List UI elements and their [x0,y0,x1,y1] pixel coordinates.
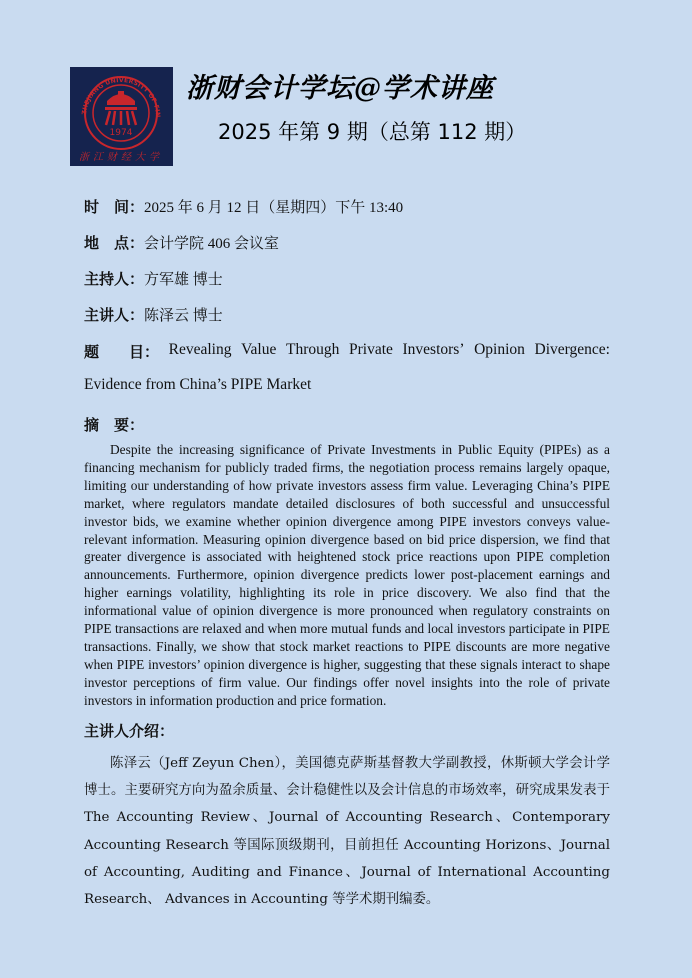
place-row [84,232,279,253]
time-row [84,196,403,217]
abstract-body [84,441,610,710]
university-seal-icon [70,67,173,166]
time-label: 时 间： [84,198,145,216]
topic-word: Value [241,341,277,358]
host-value: 方军雄 博士 [144,272,223,288]
page-title: 浙财会计学坛@学术讲座 [186,73,494,104]
abstract-text: Despite the increasing significance of Private Investments in Public Equity (PIPEs) as a financing mechanism for publicly traded firms, the negotiation process remains largely opaque, limiting our understanding of how private investors assess firm value. Leveraging China’s PIPE market, where regulators mandate detailed disclosures of both successful and unsuccessful investor bids, we examine whether opinion divergence among PIPE investors conveys value-relevant information. Measuring opinion divergence based on bid price dispersion, we find that greater divergence is associated with heightened stock price reactions upon PIPE completion announcements. Furthermore, opinion divergence predicts lower post-placement earnings and higher earnings volatility, highlighting its role in price discovery. We also find that the informational value of opinion divergence is more pronounced when regulatory constraints on PIPE transactions are relaxed and when more mutual funds and local investors participate in PIPE transactions. Finally, we show that stock market reactions to PIPE discounts are more negative when PIPE investors’ opinion divergence is higher, suggesting that these signals interact to shape investor perceptions of firm value. Our findings offer novel insights into the role of private investors in information production and price formation. [84,442,610,708]
bio-body [84,750,610,913]
topic-word: Through [285,341,340,358]
host-row [84,268,223,289]
logo-year: 1974 [109,128,133,138]
topic-word: Investors’ [402,341,465,358]
abstract-heading: 摘 要： [84,416,145,434]
logo-ring-text: ZHEJIANG UNIVERSITY OF FIN [81,76,162,118]
speaker-row [84,304,223,325]
topic-word: Divergence: [534,341,610,358]
university-logo [70,67,173,166]
topic-word: Revealing [168,341,232,358]
bio-text: 陈泽云（Jeff Zeyun Chen），美国德克萨斯基督教大学副教授，休斯顿大学会计学博士。主要研究方向为盈余质量、会计稳健性以及会计信息的市场效率，研究成果发表于 The Accounting Review、Journal of Accounting Research、Contemporary Accounting Research 等国际顶级期刊，目前担任 Accounting Horizons、Journal of Accounting, Auditing and Finance、Journal of International Accounting Research、 Advances in Accounting 等学术期刊编委。 [84,756,610,908]
speaker-label: 主讲人： [84,306,145,324]
topic-line-1 [84,341,610,362]
topic-label: 题 目： [84,343,160,361]
time-value: 2025 年 6 月 12 日（星期四）下午 13:40 [144,200,404,216]
topic-word: Private [348,341,393,358]
bio-heading: 主讲人介绍： [84,722,175,740]
svg-text:ZHEJIANG UNIVERSITY OF FINANCE [70,67,161,118]
place-value: 会计学院 406 会议室 [144,236,280,252]
host-label: 主持人： [84,270,145,288]
topic-line-2: Evidence from China’s PIPE Market [84,376,312,393]
issue-subtitle: 2025 年第 9 期（总第 112 期） [218,120,527,144]
speaker-value: 陈泽云 博士 [144,308,223,324]
logo-bottom-text: 浙江财经大学 [79,152,163,163]
place-label: 地 点： [84,234,145,252]
topic-word: Opinion [474,341,525,358]
